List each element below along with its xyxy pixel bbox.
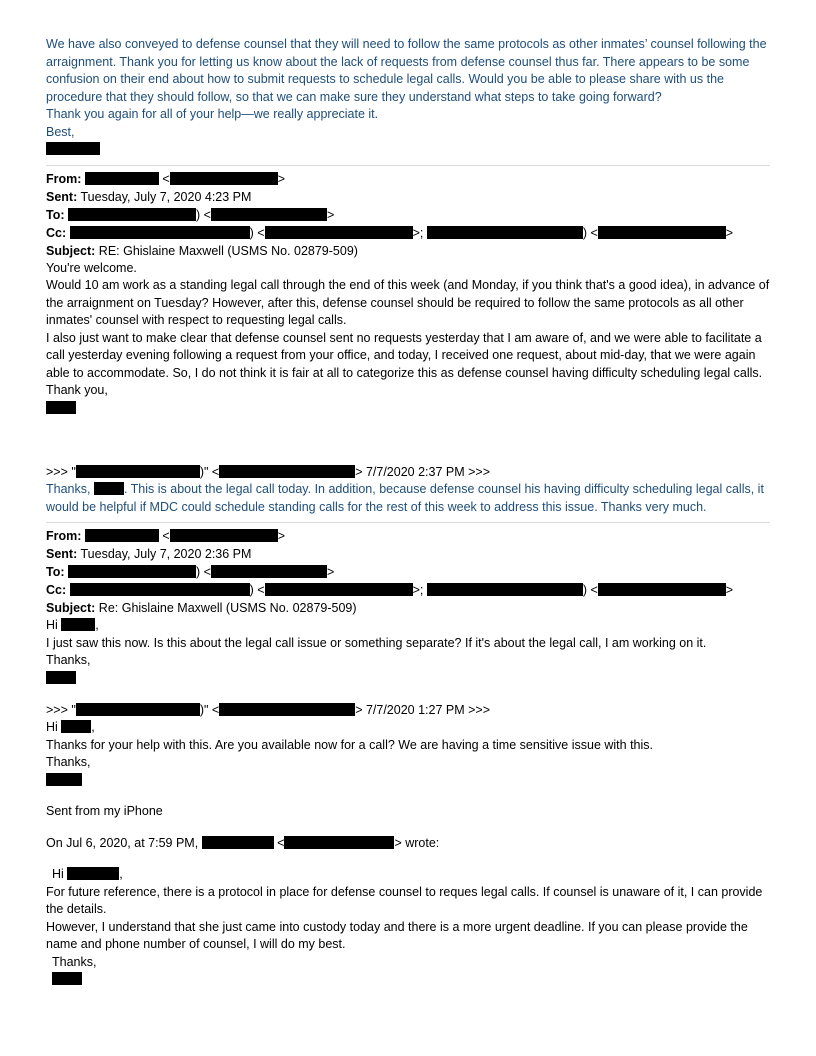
quoted-message-2: >>> " )" < > 7/7/2020 1:27 PM >>> Hi , Thanks for your help with this. Are you available now for a call? We are having a time sensitive issue with this. Thanks, Sent from my iPhone On Jul 6, 2020, at 7:59 PM, < > wrote: bbox=[46, 701, 770, 852]
divider bbox=[46, 522, 770, 523]
redaction-box bbox=[219, 465, 355, 478]
paragraph: I just saw this now. Is this about the legal call issue or something separate? If it's about the legal call, I am working on it. bbox=[46, 635, 707, 650]
redaction-box bbox=[76, 703, 200, 716]
reply-block-top bbox=[46, 36, 770, 159]
redaction-box bbox=[85, 529, 159, 542]
signoff: Thanks, bbox=[52, 954, 97, 969]
sent-from-line: Sent from my iPhone bbox=[46, 804, 163, 818]
email-document bbox=[46, 36, 770, 989]
paragraph: Thanks for your help with this. Are you available now for a call? We are having a time sensitive issue with this. bbox=[46, 737, 654, 752]
cc-label: Cc: bbox=[46, 583, 67, 597]
signoff: Thanks, bbox=[46, 755, 91, 769]
redaction-box bbox=[70, 583, 250, 596]
redaction-box bbox=[202, 836, 274, 849]
redaction-box bbox=[70, 226, 250, 239]
from-label: From: bbox=[46, 171, 82, 186]
redaction-box bbox=[46, 773, 82, 786]
redaction-box bbox=[61, 720, 91, 733]
redaction-box bbox=[68, 208, 196, 221]
redaction-box bbox=[46, 401, 76, 414]
redaction-box bbox=[598, 226, 726, 239]
redaction-box bbox=[85, 172, 159, 185]
redaction-box bbox=[52, 972, 82, 985]
subject-label: Subject: bbox=[46, 601, 96, 615]
subject-value: Re: Ghislaine Maxwell (USMS No. 02879-509) bbox=[98, 601, 357, 615]
redaction-box bbox=[61, 618, 95, 631]
to-label: To: bbox=[46, 207, 65, 222]
redaction-box bbox=[427, 583, 583, 596]
sent-label: Sent: bbox=[46, 547, 78, 561]
redaction-box bbox=[46, 142, 100, 155]
greeting: Hi , bbox=[46, 720, 95, 734]
divider bbox=[46, 165, 770, 166]
paragraph: You're welcome. bbox=[46, 260, 137, 275]
signoff: Thanks, bbox=[46, 653, 91, 667]
signoff: Thank you, bbox=[46, 383, 108, 397]
paragraph: I also just want to make clear that defense counsel sent no requests yesterday that I am aware of, and we were able to facilitate a call yesterday evening following a request from your office, and today, I received one request, about mid-day, that we were again able to accommodate. So, I do not think it is fair at all to categorize this as defense counsel having difficulty scheduling legal calls. bbox=[46, 330, 763, 380]
cc-label: Cc: bbox=[46, 225, 67, 240]
subject-label: Subject: bbox=[46, 243, 96, 258]
redaction-box bbox=[211, 565, 327, 578]
paragraph: We have also conveyed to defense counsel that they will need to follow the same protocols as other inmates’ counsel following the arraignment. Thank you for letting us know about the lack of requests from defense counsel thus far. There appears to be some confusion on their end about how to submit requests to schedule legal calls. Would you be able to please share with us the procedure that they should follow, so that we can make sure they understand what steps to take going forward? bbox=[46, 37, 767, 104]
quoted-message-1: >>> " )" < > 7/7/2020 2:37 PM >>> Thanks, . This is about the legal call today. In addition, because defense counsel his having difficulty scheduling legal calls, it would be helpful if MDC could schedule standing calls for the rest of this week to address this issue. Thanks very much. bbox=[46, 463, 770, 516]
redaction-box bbox=[76, 465, 200, 478]
redaction-box bbox=[94, 482, 124, 495]
redaction-box bbox=[211, 208, 327, 221]
email-body-1 bbox=[46, 260, 770, 418]
paragraph: For future reference, there is a protocol in place for defense counsel to reques legal calls. If counsel is unaware of it, I can provide the details. bbox=[46, 884, 763, 916]
redaction-box bbox=[219, 703, 355, 716]
greeting: Hi , bbox=[46, 618, 99, 632]
paragraph: Thank you again for all of your help—we really appreciate it. bbox=[46, 107, 379, 121]
paragraph: However, I understand that she just came into custody today and there is a more urgent deadline. If you can please provide the name and phone number of counsel, I will do my best. bbox=[46, 919, 748, 951]
redaction-box bbox=[46, 671, 76, 684]
sent-label: Sent: bbox=[46, 189, 78, 204]
to-label: To: bbox=[46, 565, 65, 579]
redaction-box bbox=[67, 867, 119, 880]
wrote-line: On Jul 6, 2020, at 7:59 PM, < > wrote: bbox=[46, 835, 440, 850]
redaction-box bbox=[284, 836, 394, 849]
signoff: Best, bbox=[46, 124, 75, 139]
email-body-2 bbox=[46, 617, 770, 687]
redaction-box bbox=[170, 529, 278, 542]
redaction-box bbox=[265, 226, 413, 239]
redaction-box bbox=[427, 226, 583, 239]
sent-value: Tuesday, July 7, 2020 2:36 PM bbox=[80, 547, 252, 561]
paragraph: Thanks, . This is about the legal call today. In addition, because defense counsel his having difficulty scheduling legal calls, it would be helpful if MDC could schedule standing calls for the rest of this week to address this issue. Thanks very much. bbox=[46, 482, 764, 514]
redaction-box bbox=[265, 583, 413, 596]
subject-value: RE: Ghislaine Maxwell (USMS No. 02879-509) bbox=[98, 243, 358, 258]
redaction-box bbox=[170, 172, 278, 185]
quoted-message-3 bbox=[46, 866, 770, 989]
sent-value: Tuesday, July 7, 2020 4:23 PM bbox=[80, 189, 252, 204]
email-header-2: From: < > Sent: Tuesday, July 7, 2020 2:36 PM To: ) < > Cc: ) < >; ) < > Subject: Re: Ghislaine Maxwell (USMS No. 02879-509) bbox=[46, 529, 734, 615]
greeting: Hi , bbox=[52, 867, 123, 881]
email-header-1: From: < > Sent: Tuesday, July 7, 2020 4:23 PM To: ) < > Cc: ) < >; ) < > Subject: RE: Ghislaine Maxwell (USMS No. 02879-509) bbox=[46, 171, 734, 258]
paragraph: Would 10 am work as a standing legal call through the end of this week (and Monday, if you think that's a good idea), in advance of the arraignment on Tuesday? However, after this, defense counsel should be required to follow the same protocols as all other inmates' counsel with respect to requesting legal calls. bbox=[46, 278, 770, 327]
redaction-box bbox=[598, 583, 726, 596]
from-label: From: bbox=[46, 529, 82, 543]
redaction-box bbox=[68, 565, 196, 578]
